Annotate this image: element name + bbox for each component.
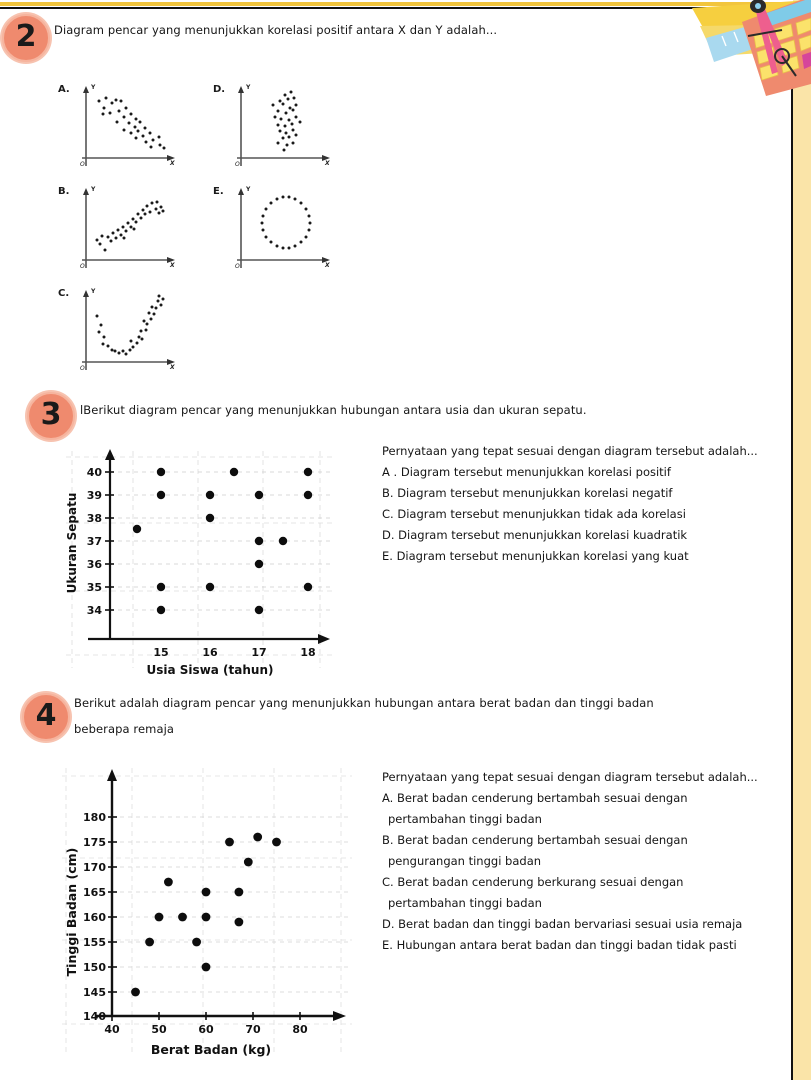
svg-text:O: O xyxy=(80,161,85,168)
q3-options-lead: Pernyataan yang tepat sesuai dengan diagram tersebut adalah... xyxy=(382,444,758,458)
q2-option-d-points xyxy=(272,91,302,152)
question-number-badge-3: 3 xyxy=(27,392,75,440)
svg-text:X: X xyxy=(170,262,175,269)
svg-text:150: 150 xyxy=(83,961,106,974)
q3-option-b[interactable]: B. Diagram tersebut menunjukkan korelasi negatif xyxy=(382,486,673,500)
svg-text:160: 160 xyxy=(83,911,106,924)
q2-option-e-plot xyxy=(227,186,335,274)
q2-option-c-points xyxy=(96,295,165,356)
svg-text:X: X xyxy=(325,262,330,269)
q4-option-b[interactable]: B. Berat badan cenderung bertambah sesuai dengan xyxy=(382,833,688,847)
q3-option-e[interactable]: E. Diagram tersebut menunjukkan korelasi yang kuat xyxy=(382,549,689,563)
q4-option-e[interactable]: E. Hubungan antara berat badan dan tinggi badan tidak pasti xyxy=(382,938,737,952)
q2-option-e-chart xyxy=(213,186,333,276)
q2-option-b-label: B. xyxy=(58,186,70,197)
svg-text:170: 170 xyxy=(83,861,106,874)
svg-text:X: X xyxy=(325,160,330,167)
svg-text:15: 15 xyxy=(153,646,169,659)
svg-text:X: X xyxy=(170,364,175,371)
q2-option-a-label: A. xyxy=(58,84,70,95)
svg-text:Y: Y xyxy=(91,288,96,295)
q2-option-a-plot xyxy=(72,84,180,172)
question-number-badge-4: 4 xyxy=(22,693,70,741)
q2-option-c-chart xyxy=(58,288,178,378)
question-2-prompt: Diagram pencar yang menunjukkan korelasi positif antara X dan Y adalah... xyxy=(54,23,498,37)
svg-text:60: 60 xyxy=(198,1023,214,1036)
question-3-prompt: lBerikut diagram pencar yang menunjukkan hubungan antara usia dan ukuran sepatu. xyxy=(80,403,587,417)
q3-options xyxy=(382,444,758,570)
q2-option-e-label: E. xyxy=(213,186,224,197)
right-side-band xyxy=(793,0,811,1080)
svg-text:145: 145 xyxy=(83,986,106,999)
q2-option-d-chart xyxy=(213,84,333,174)
svg-text:Usia Siswa (tahun): Usia Siswa (tahun) xyxy=(146,663,274,677)
q4-scatter-plot xyxy=(56,762,356,1062)
question-4-prompt-line2: beberapa remaja xyxy=(74,722,175,736)
q2-option-a-points xyxy=(98,97,166,150)
q4-option-c[interactable]: C. Berat badan cenderung berkurang sesuai dengan xyxy=(382,875,684,889)
q4-option-a[interactable]: A. Berat badan cenderung bertambah sesuai dengan xyxy=(382,791,688,805)
q2-option-d-plot xyxy=(227,84,335,172)
svg-text:Y: Y xyxy=(246,84,251,91)
svg-text:18: 18 xyxy=(300,646,316,659)
q4-options-lead: Pernyataan yang tepat sesuai dengan diagram tersebut adalah... xyxy=(382,770,758,784)
svg-text:180: 180 xyxy=(83,811,106,824)
svg-text:Ukuran Sepatu: Ukuran Sepatu xyxy=(65,492,79,594)
svg-text:O: O xyxy=(80,365,85,372)
svg-text:40: 40 xyxy=(104,1023,120,1036)
svg-text:38: 38 xyxy=(86,512,102,525)
q3-scatter-plot xyxy=(58,443,338,678)
right-border-line xyxy=(791,8,793,1080)
svg-text:155: 155 xyxy=(83,936,106,949)
svg-text:39: 39 xyxy=(86,489,102,502)
q2-option-b-plot xyxy=(72,186,180,274)
svg-text:17: 17 xyxy=(251,646,267,659)
q3-option-c[interactable]: C. Diagram tersebut menunjukkan tidak ada korelasi xyxy=(382,507,686,521)
svg-text:X: X xyxy=(170,160,175,167)
question-number-badge-2: 2 xyxy=(2,14,50,62)
svg-text:36: 36 xyxy=(86,558,102,571)
q2-option-e-points xyxy=(261,196,312,250)
svg-text:70: 70 xyxy=(245,1023,261,1036)
svg-text:Tinggi Badan (cm): Tinggi Badan (cm) xyxy=(64,847,79,977)
q3-option-a[interactable]: A . Diagram tersebut menunjukkan korelasi positif xyxy=(382,465,671,479)
q3-option-d[interactable]: D. Diagram tersebut menunjukkan korelasi kuadratik xyxy=(382,528,688,542)
svg-text:O: O xyxy=(235,161,240,168)
q4-scatter-chart xyxy=(56,762,356,1062)
svg-text:Berat Badan (kg): Berat Badan (kg) xyxy=(150,1042,272,1057)
svg-text:50: 50 xyxy=(151,1023,167,1036)
q3-scatter-chart xyxy=(58,443,338,678)
q4-option-d[interactable]: D. Berat badan dan tinggi badan bervariasi sesuai usia remaja xyxy=(382,917,743,931)
svg-text:Y: Y xyxy=(91,84,96,91)
svg-text:40: 40 xyxy=(86,466,102,479)
svg-text:140: 140 xyxy=(83,1010,106,1023)
q4-option-a-continued: pertambahan tinggi badan xyxy=(388,812,542,826)
q2-option-b-points xyxy=(96,201,165,252)
q2-option-c-label: C. xyxy=(58,288,70,299)
svg-text:34: 34 xyxy=(86,604,102,617)
svg-text:175: 175 xyxy=(83,836,106,849)
svg-text:35: 35 xyxy=(86,581,102,594)
q2-option-d-label: D. xyxy=(213,84,226,95)
q2-option-c-plot xyxy=(72,288,180,376)
svg-text:37: 37 xyxy=(86,535,102,548)
q2-option-a-chart xyxy=(58,84,178,174)
svg-text:165: 165 xyxy=(83,886,106,899)
svg-text:80: 80 xyxy=(292,1023,308,1036)
svg-text:O: O xyxy=(80,263,85,270)
svg-text:16: 16 xyxy=(202,646,218,659)
q4-option-b-continued: pengurangan tinggi badan xyxy=(388,854,542,868)
q4-option-c-continued: pertambahan tinggi badan xyxy=(388,896,542,910)
q2-option-b-chart xyxy=(58,186,178,276)
question-4-prompt-line1: Berikut adalah diagram pencar yang menunjukkan hubungan antara berat badan dan tinggi badan xyxy=(74,696,654,710)
svg-text:Y: Y xyxy=(246,186,251,193)
q4-options xyxy=(382,770,758,959)
svg-text:O: O xyxy=(235,263,240,270)
stationery-decoration-image xyxy=(670,0,811,100)
svg-text:Y: Y xyxy=(91,186,96,193)
